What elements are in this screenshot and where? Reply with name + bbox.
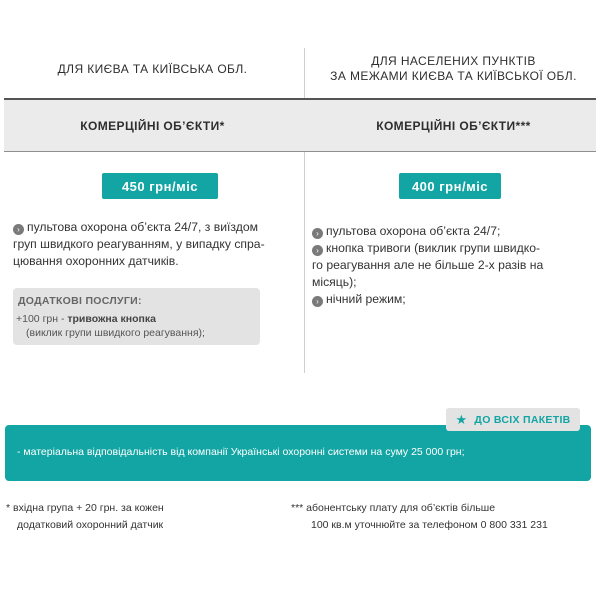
right-column-header-line2: ЗА МЕЖАМИ КИЄВА ТА КИЇВСЬКОЇ ОБЛ.	[330, 69, 577, 83]
right-feature-line: › кнопка тривоги (виклик групи швидко-	[312, 240, 543, 257]
right-feature-list	[312, 223, 543, 308]
left-price-badge: 450 грн/міс	[102, 173, 218, 199]
right-category-label: КОМЕРЦІЙНІ ОБ’ЄКТИ***	[376, 118, 531, 133]
all-packages-text: - матеріальна відповідальність від компанії Українські охоронні системи на суму 25 000 грн;	[17, 446, 465, 458]
chevron-right-icon: ›	[312, 228, 323, 239]
all-packages-button[interactable]	[446, 408, 580, 431]
right-column-header	[305, 40, 600, 98]
all-packages-label: ДО ВСІХ ПАКЕТІВ	[474, 413, 571, 426]
right-feature-line: го реагування але не більше 2-х разів на	[312, 258, 544, 272]
left-feature-line: › пультова охорона об’єкта 24/7, з виїздом	[13, 219, 265, 236]
footnote-right: *** абонентську плату для об’єктів більше 100 кв.м уточнюйте за телефоном 0 800 331 231	[291, 502, 548, 531]
star-icon: ★	[455, 411, 468, 427]
left-column-header-text: ДЛЯ КИЄВА ТА КИЇВСЬКА ОБЛ.	[57, 61, 248, 76]
additional-services-box	[13, 288, 260, 345]
right-feature-line: місяць);	[312, 275, 357, 289]
additional-service-note: (виклик групи швидкого реагування);	[26, 327, 205, 339]
chevron-right-icon: ›	[312, 245, 323, 256]
chevron-right-icon: ›	[13, 224, 24, 235]
right-column-header-line1: ДЛЯ НАСЕЛЕНИХ ПУНКТІВ	[371, 54, 536, 68]
right-feature-line: › пультова охорона об’єкта 24/7;	[312, 223, 543, 240]
additional-service-line: +100 грн - тривожна кнопка	[16, 313, 156, 325]
left-column-header	[4, 40, 301, 98]
column-divider	[304, 48, 305, 373]
chevron-right-icon: ›	[312, 296, 323, 307]
left-feature-line: цювання охоронних датчиків.	[13, 254, 179, 268]
additional-services-title: ДОДАТКОВІ ПОСЛУГИ:	[18, 295, 142, 307]
right-feature-line: › нічний режим;	[312, 291, 543, 308]
left-category-label: КОМЕРЦІЙНІ ОБ’ЄКТИ*	[80, 118, 225, 133]
left-feature-line: груп швидкого реагуванням, у випадку спра-	[13, 237, 265, 251]
category-band	[4, 98, 596, 152]
footnote-left: * вхідна група + 20 грн. за кожен додатковий охоронний датчик	[6, 502, 164, 531]
all-packages-block	[5, 425, 591, 481]
right-price-badge: 400 грн/міс	[399, 173, 501, 199]
left-feature-list	[13, 219, 265, 270]
